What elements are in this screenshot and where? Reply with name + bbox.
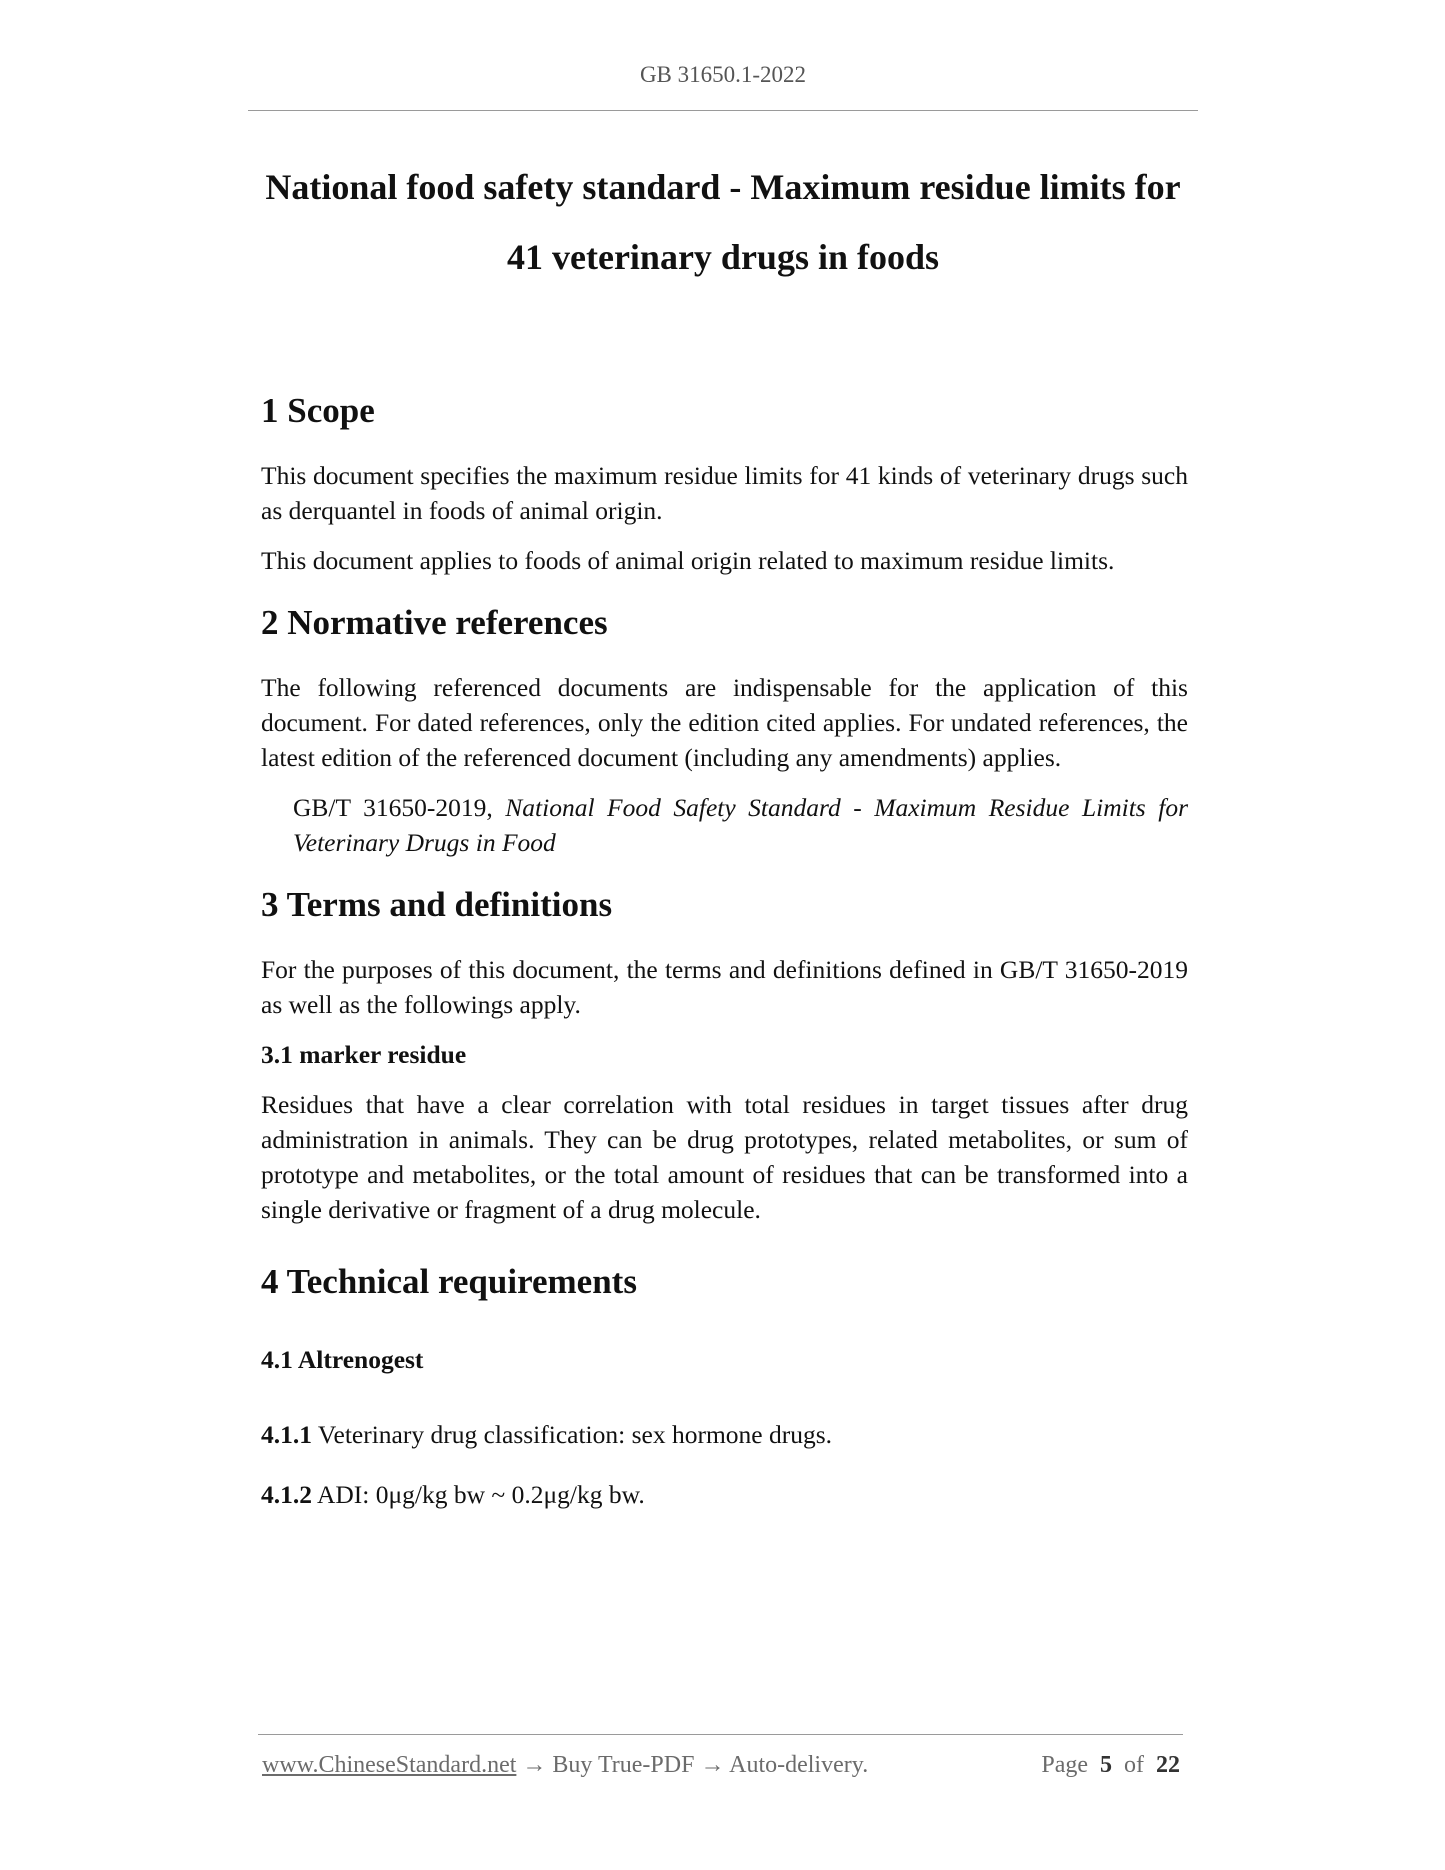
clause-text: ADI: 0μg/kg bw ~ 0.2μg/kg bw. xyxy=(312,1480,645,1509)
terms-paragraph: For the purposes of this document, the terms and definitions defined in GB/T 31650-2019 as well as the followings apply. xyxy=(261,955,1188,1019)
document-title xyxy=(248,152,1198,292)
footer-divider xyxy=(258,1734,1183,1735)
reference-code: GB/T 31650-2019, xyxy=(293,793,506,822)
reference-title: National Food Safety Standard - Maximum Residue Limits for Veterinary Drugs in Food xyxy=(293,793,1188,857)
section-heading-terms: 3 Terms and definitions xyxy=(261,885,613,924)
section-heading-scope: 1 Scope xyxy=(261,391,375,430)
term-definition-marker-residue: Residues that have a clear correlation with total residues in target tissues after drug administration in animals. They can be drug prototypes, related metabolites, or sum of prototype and metabolites, or the total amount of residues that can be transformed into a single derivative or fragment of a drug molecule. xyxy=(261,1090,1188,1224)
current-page-number: 5 xyxy=(1100,1752,1112,1778)
title-line-2: 41 veterinary drugs in foods xyxy=(507,237,939,277)
scope-paragraph-2: This document applies to foods of animal origin related to maximum residue limits. xyxy=(261,546,1115,575)
document-body xyxy=(261,386,1188,1512)
clause-4-1-1 xyxy=(261,1417,1188,1452)
total-pages-number: 22 xyxy=(1156,1752,1180,1778)
clause-text: Veterinary drug classification: sex hormone drugs. xyxy=(312,1420,833,1449)
subsection-heading-altrenogest: 4.1 Altrenogest xyxy=(261,1345,424,1374)
section-heading-technical-requirements: 4 Technical requirements xyxy=(261,1262,637,1301)
page-label: Page xyxy=(1041,1752,1088,1778)
normative-paragraph: The following referenced documents are indispensable for the application of this document. For dated references, only the edition cited applies. For undated references, the latest edition of the referenced document (including any amendments) applies. xyxy=(261,673,1188,772)
promo-text: → Buy True-PDF → Auto-delivery. xyxy=(516,1752,869,1778)
clause-number: 4.1.2 xyxy=(261,1480,312,1509)
header-divider xyxy=(248,110,1198,111)
clause-number: 4.1.1 xyxy=(261,1420,312,1449)
section-heading-normative-references: 2 Normative references xyxy=(261,603,608,642)
term-heading-marker-residue: 3.1 marker residue xyxy=(261,1040,467,1069)
page-indicator xyxy=(1041,1752,1180,1779)
title-line-1: National food safety standard - Maximum residue limits for xyxy=(265,167,1181,207)
page-footer xyxy=(262,1752,1180,1779)
running-header: GB 31650.1-2022 xyxy=(639,62,807,87)
normative-reference-item xyxy=(293,790,1188,860)
scope-paragraph-1: This document specifies the maximum residue limits for 41 kinds of veterinary drugs such as derquantel in foods of animal origin. xyxy=(261,461,1188,525)
footer-promo xyxy=(262,1752,868,1779)
page-of-label: of xyxy=(1124,1752,1144,1778)
site-link[interactable]: www.ChineseStandard.net xyxy=(262,1752,517,1778)
clause-4-1-2 xyxy=(261,1477,1188,1512)
